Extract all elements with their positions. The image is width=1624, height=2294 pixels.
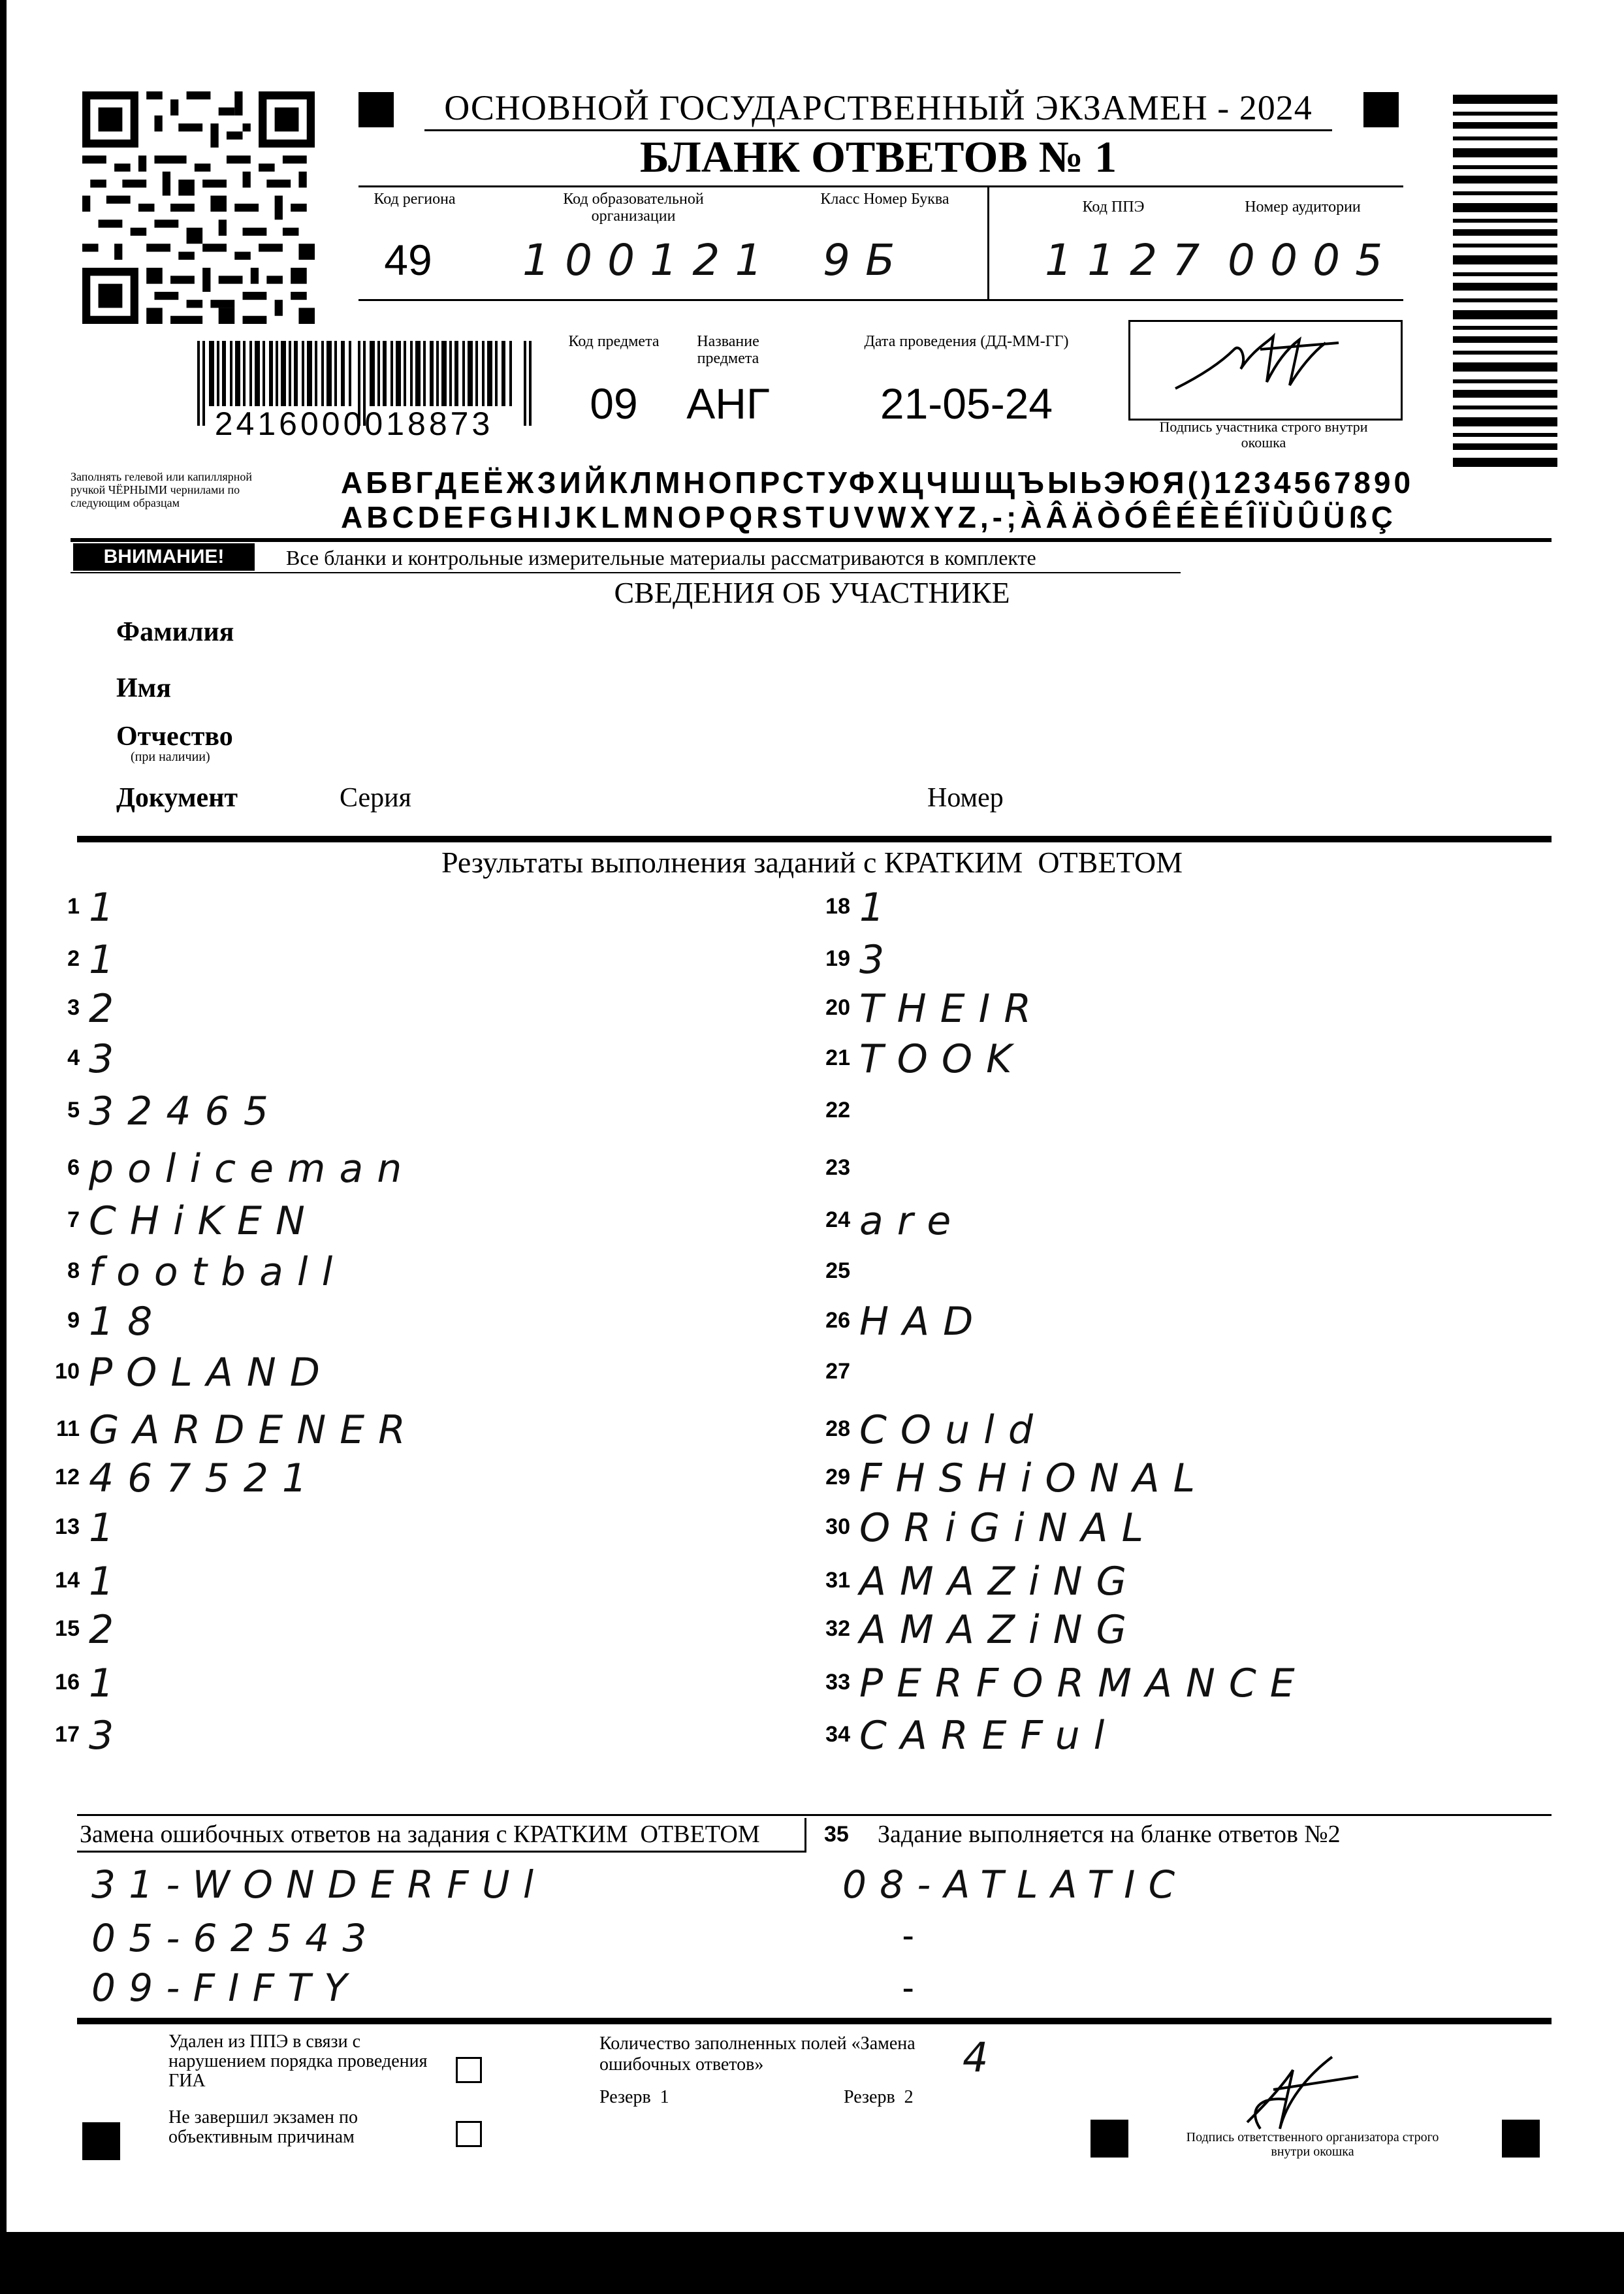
results-left-column xyxy=(46,885,764,1812)
replacement-right-1[interactable]: 08-ATLATIC xyxy=(842,1862,1188,1907)
answer-number: 19 xyxy=(825,946,850,971)
answer-number: 17 xyxy=(55,1722,80,1747)
answer-value[interactable]: are xyxy=(859,1198,965,1244)
answer-row xyxy=(816,1505,1535,1551)
answer-row xyxy=(46,986,764,1032)
answer-number: 13 xyxy=(55,1514,80,1539)
answer-value[interactable]: 1 xyxy=(859,885,899,931)
not-finished-checkbox[interactable] xyxy=(456,2121,482,2147)
anchor-square-top-right xyxy=(1363,92,1399,127)
answer-value[interactable]: ORiGiNAL xyxy=(859,1505,1158,1551)
removed-checkbox[interactable] xyxy=(456,2057,482,2083)
scan-edge-band xyxy=(0,2232,1624,2294)
answer-value[interactable]: THEIR xyxy=(859,986,1045,1032)
answer-row xyxy=(46,937,764,983)
answer-number: 16 xyxy=(55,1670,80,1695)
answer-row xyxy=(46,1299,764,1345)
answer-row xyxy=(46,1505,764,1551)
answer-row xyxy=(46,1036,764,1082)
answer-row xyxy=(46,1198,764,1244)
answer-value[interactable]: 32465 xyxy=(89,1089,282,1134)
scan-edge-left xyxy=(0,0,7,2294)
answer-number: 30 xyxy=(825,1514,850,1539)
task35-text: Задание выполняется на бланке ответов №2 xyxy=(878,1821,1341,1848)
removed-label: Удален из ППЭ в связи с нарушением порядка проведения ГИА xyxy=(168,2031,428,2091)
answer-number: 11 xyxy=(56,1416,80,1441)
qr-code xyxy=(82,91,315,324)
answer-number: 12 xyxy=(55,1465,80,1490)
answer-number: 14 xyxy=(55,1568,80,1593)
answer-number: 4 xyxy=(67,1045,80,1070)
participant-signature-caption: Подпись участника строго внутри окошка xyxy=(1159,419,1368,451)
organizer-signature-image xyxy=(1234,2031,1371,2142)
replacement-count-value[interactable]: 4 xyxy=(963,2033,1003,2081)
answer-number: 15 xyxy=(55,1616,80,1641)
answer-value[interactable]: POLAND xyxy=(89,1350,334,1395)
document-label: Документ xyxy=(116,783,238,813)
anchor-square-bottom-left xyxy=(82,2122,120,2160)
answer-value[interactable]: football xyxy=(89,1249,347,1295)
patronymic-note: (при наличии) xyxy=(131,750,210,764)
answer-row xyxy=(816,1713,1535,1759)
subject-code-value[interactable]: 09 xyxy=(590,379,638,428)
answer-row xyxy=(816,1350,1535,1395)
answer-row xyxy=(816,1661,1535,1706)
reserve-1: Резерв 1 xyxy=(599,2087,669,2107)
answer-value[interactable]: 1 xyxy=(89,1661,128,1706)
answer-number: 24 xyxy=(825,1207,850,1232)
number-label: Номер xyxy=(927,783,1004,813)
answer-row xyxy=(816,1407,1535,1453)
answer-number: 1 xyxy=(67,894,80,919)
replacement-left-2[interactable]: 05-62543 xyxy=(91,1916,380,1960)
answer-number: 20 xyxy=(825,995,850,1020)
answer-value[interactable]: policeman xyxy=(89,1146,416,1192)
answer-row xyxy=(46,1350,764,1395)
answer-value[interactable]: CAREFul xyxy=(859,1713,1119,1759)
subject-name-label: Название предмета xyxy=(697,333,759,367)
anchor-square-bottom-mid xyxy=(1091,2120,1128,2158)
organizer-signature-caption: Подпись ответственного организатора строго внутри окошка xyxy=(1186,2130,1439,2159)
answer-value[interactable]: 1 xyxy=(89,1505,128,1551)
answer-number: 8 xyxy=(67,1258,80,1283)
class-label: Класс Номер Буква xyxy=(820,191,949,208)
answer-row xyxy=(46,1661,764,1706)
answer-number: 21 xyxy=(825,1045,850,1070)
answer-value[interactable]: 3 xyxy=(89,1713,128,1759)
warning-badge: ВНИМАНИЕ! xyxy=(73,543,255,571)
ppe-value[interactable]: 1127 xyxy=(1045,235,1215,285)
answer-row xyxy=(46,1249,764,1295)
answer-row xyxy=(816,1607,1535,1653)
warning-text: Все бланки и контрольные измерительные материалы рассматриваются в комплекте xyxy=(286,546,1036,569)
not-finished-label: Не завершил экзамен по объективным причинам xyxy=(168,2107,358,2147)
class-value[interactable]: 9Б xyxy=(823,235,910,285)
answer-number: 3 xyxy=(67,995,80,1020)
answer-row xyxy=(816,1299,1535,1345)
participant-section-title: СВЕДЕНИЯ ОБ УЧАСТНИКЕ xyxy=(614,576,1010,609)
answer-value[interactable]: 1 xyxy=(89,1559,128,1604)
answer-row xyxy=(46,1146,764,1192)
side-barcode xyxy=(1453,95,1557,473)
answer-number: 7 xyxy=(67,1207,80,1232)
answer-value[interactable]: HAD xyxy=(859,1299,987,1345)
patronymic-label: Отчество xyxy=(116,722,233,752)
answer-number: 31 xyxy=(825,1568,850,1593)
answer-row xyxy=(816,1036,1535,1082)
answer-row xyxy=(816,937,1535,983)
answer-number: 28 xyxy=(825,1416,850,1441)
barcode-number: 2416000018873 xyxy=(214,406,494,442)
answer-number: 9 xyxy=(67,1308,80,1333)
sample-cyrillic: АБВГДЕЁЖЗИЙКЛМНОПРСТУФХЦЧШЩЪЫЬЭЮЯ()1234567890 xyxy=(341,466,1414,500)
date-label: Дата проведения (ДД-ММ-ГГ) xyxy=(864,333,1069,350)
answer-row xyxy=(46,885,764,931)
answer-row xyxy=(46,1559,764,1604)
answer-value[interactable]: 467521 xyxy=(89,1456,321,1501)
org-value[interactable]: 100121 xyxy=(522,235,778,285)
ppe-label: Код ППЭ xyxy=(1082,199,1145,215)
answer-row xyxy=(46,1407,764,1453)
replacement-left-3[interactable]: 09-FIFTY xyxy=(91,1966,360,2010)
answer-value[interactable]: 2 xyxy=(89,986,128,1032)
form-title: БЛАНК ОТВЕТОВ № 1 xyxy=(639,132,1117,182)
answer-row xyxy=(816,1089,1535,1134)
answer-row xyxy=(816,1559,1535,1604)
replacement-title: Замена ошибочных ответов на задания с КРАТКИМ ОТВЕТОМ xyxy=(77,1818,806,1853)
answer-row xyxy=(46,1089,764,1134)
answer-number: 6 xyxy=(67,1155,80,1180)
sample-latin: ABCDEFGHIJKLMNOPQRSTUVWXYZ,-;ÀÂÄÒÓÊÉÈÉÎÏÙÛÜßÇ xyxy=(341,500,1397,534)
org-label: Код образовательной организации xyxy=(563,191,704,225)
answer-number: 32 xyxy=(825,1616,850,1641)
answer-number: 2 xyxy=(67,946,80,971)
answer-number: 23 xyxy=(825,1155,850,1180)
answer-row xyxy=(816,1146,1535,1192)
date-value[interactable]: 21-05-24 xyxy=(880,379,1053,428)
answer-row xyxy=(46,1607,764,1653)
answer-value[interactable]: CHiKEN xyxy=(89,1198,319,1244)
answer-value[interactable]: 2 xyxy=(89,1607,128,1653)
answer-value[interactable]: 18 xyxy=(89,1299,167,1345)
answer-value[interactable]: COuld xyxy=(859,1407,1047,1453)
results-right-column xyxy=(816,885,1535,1812)
anchor-square-bottom-right xyxy=(1502,2120,1540,2158)
answer-value[interactable]: TOOK xyxy=(859,1036,1026,1082)
answer-number: 26 xyxy=(825,1308,850,1333)
sample-instruction: Заполнять гелевой или капиллярной ручкой ЧЁРНЫМИ чернилами по следующим образцам xyxy=(71,470,252,509)
answer-row xyxy=(816,1249,1535,1295)
region-label: Код региона xyxy=(374,191,456,208)
answer-row xyxy=(816,885,1535,931)
series-label: Серия xyxy=(340,783,411,813)
answer-value[interactable]: 3 xyxy=(859,937,899,983)
answer-number: 18 xyxy=(825,894,850,919)
task35-number: 35 xyxy=(824,1822,849,1847)
answer-number: 22 xyxy=(825,1098,850,1123)
answer-number: 27 xyxy=(825,1359,850,1384)
replacement-count-label: Количество заполненных полей «Замена ошибочных ответов» xyxy=(599,2033,915,2075)
answer-value[interactable]: PERFORMANCE xyxy=(859,1661,1309,1706)
participant-signature-image xyxy=(1162,323,1371,402)
surname-label: Фамилия xyxy=(116,617,234,647)
answer-value[interactable]: 3 xyxy=(89,1036,128,1082)
answer-value[interactable]: AMAZiNG xyxy=(859,1559,1141,1604)
region-value[interactable]: 49 xyxy=(384,236,432,284)
answer-row xyxy=(816,986,1535,1032)
answer-value[interactable]: FHSHiONAL xyxy=(859,1456,1209,1501)
answer-number: 5 xyxy=(67,1098,80,1123)
replacement-right-2[interactable]: - xyxy=(902,1917,914,1954)
answer-row xyxy=(46,1456,764,1501)
subject-code-label: Код предмета xyxy=(568,333,660,350)
reserve-2: Резерв 2 xyxy=(844,2087,914,2107)
exam-title: ОСНОВНОЙ ГОСУДАРСТВЕННЫЙ ЭКЗАМЕН - 2024 xyxy=(424,86,1332,131)
answer-value[interactable]: GARDENER xyxy=(89,1407,419,1453)
answer-row xyxy=(816,1198,1535,1244)
replacement-right-3[interactable]: - xyxy=(902,1969,914,2006)
answer-row xyxy=(46,1713,764,1759)
answer-number: 10 xyxy=(55,1359,80,1384)
answer-number: 33 xyxy=(825,1670,850,1695)
answer-value[interactable]: 1 xyxy=(89,937,128,983)
name-label: Имя xyxy=(116,673,171,703)
answer-value[interactable]: AMAZiNG xyxy=(859,1607,1141,1653)
answer-number: 29 xyxy=(825,1465,850,1490)
answer-row xyxy=(816,1456,1535,1501)
anchor-square-top-left xyxy=(358,92,394,127)
results-section-title: Результаты выполнения заданий с КРАТКИМ ОТВЕТОМ xyxy=(441,846,1183,879)
answer-value[interactable]: 1 xyxy=(89,885,128,931)
replacement-left-1[interactable]: 31-WONDERFUl xyxy=(91,1862,547,1907)
room-label: Номер аудитории xyxy=(1245,199,1361,215)
answer-number: 34 xyxy=(825,1722,850,1747)
room-value[interactable]: 0005 xyxy=(1228,235,1398,285)
subject-name-value[interactable]: АНГ xyxy=(686,379,770,428)
answer-number: 25 xyxy=(825,1258,850,1283)
